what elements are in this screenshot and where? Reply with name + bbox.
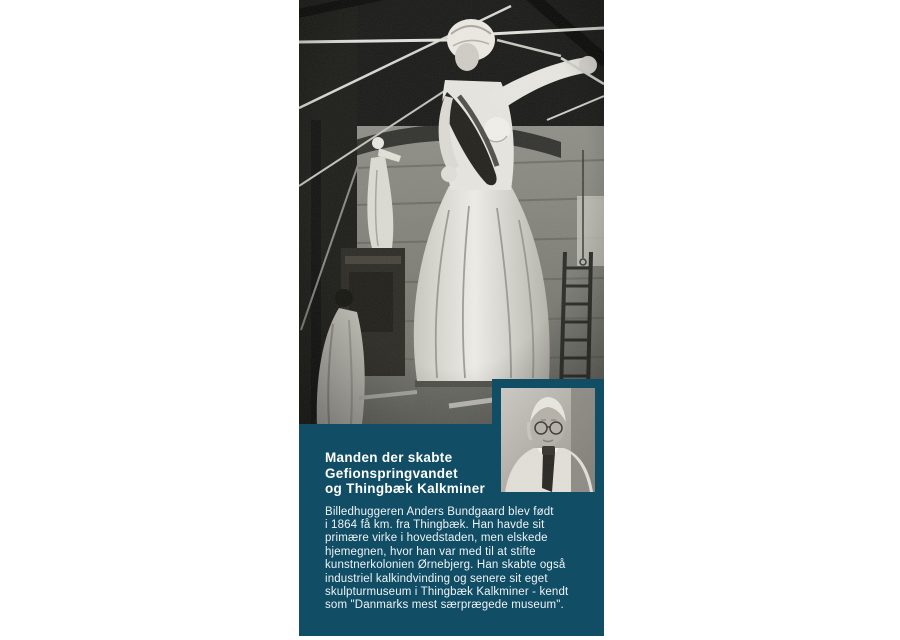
brochure-panel: [299, 0, 604, 636]
studio-photo-illustration: [299, 0, 604, 424]
headline-line: og Thingbæk Kalkminer: [325, 481, 486, 496]
portrait-grain: [501, 388, 595, 492]
body-line: i 1864 få km. fra Thingbæk. Han havde sit: [325, 518, 545, 531]
body-line: hjemegnen, hvor han var med til at stifte: [325, 545, 536, 558]
body-line: industriel kalkindvinding og senere sit eget: [325, 572, 548, 585]
body-line: kunstnerkolonien Ørnebjerg. Han skabte også: [325, 559, 566, 572]
body-line: skulpturmuseum i Thingbæk Kalkminer - kendt: [325, 585, 569, 598]
photo-grain: [299, 0, 604, 424]
headline-line: Gefionspringvandet: [325, 465, 458, 481]
body-line: primære virke i hovedstaden, men elskede: [325, 532, 548, 545]
body-text: [325, 506, 604, 613]
headline-line: Manden der skabte: [325, 450, 453, 465]
body-line: som "Danmarks mest særprægede museum".: [325, 599, 564, 612]
studio-photo: [299, 0, 604, 424]
body-line: Billedhuggeren Anders Bundgaard blev født: [325, 505, 554, 518]
portrait-frame: [492, 379, 604, 501]
portrait-photo: [501, 388, 595, 492]
